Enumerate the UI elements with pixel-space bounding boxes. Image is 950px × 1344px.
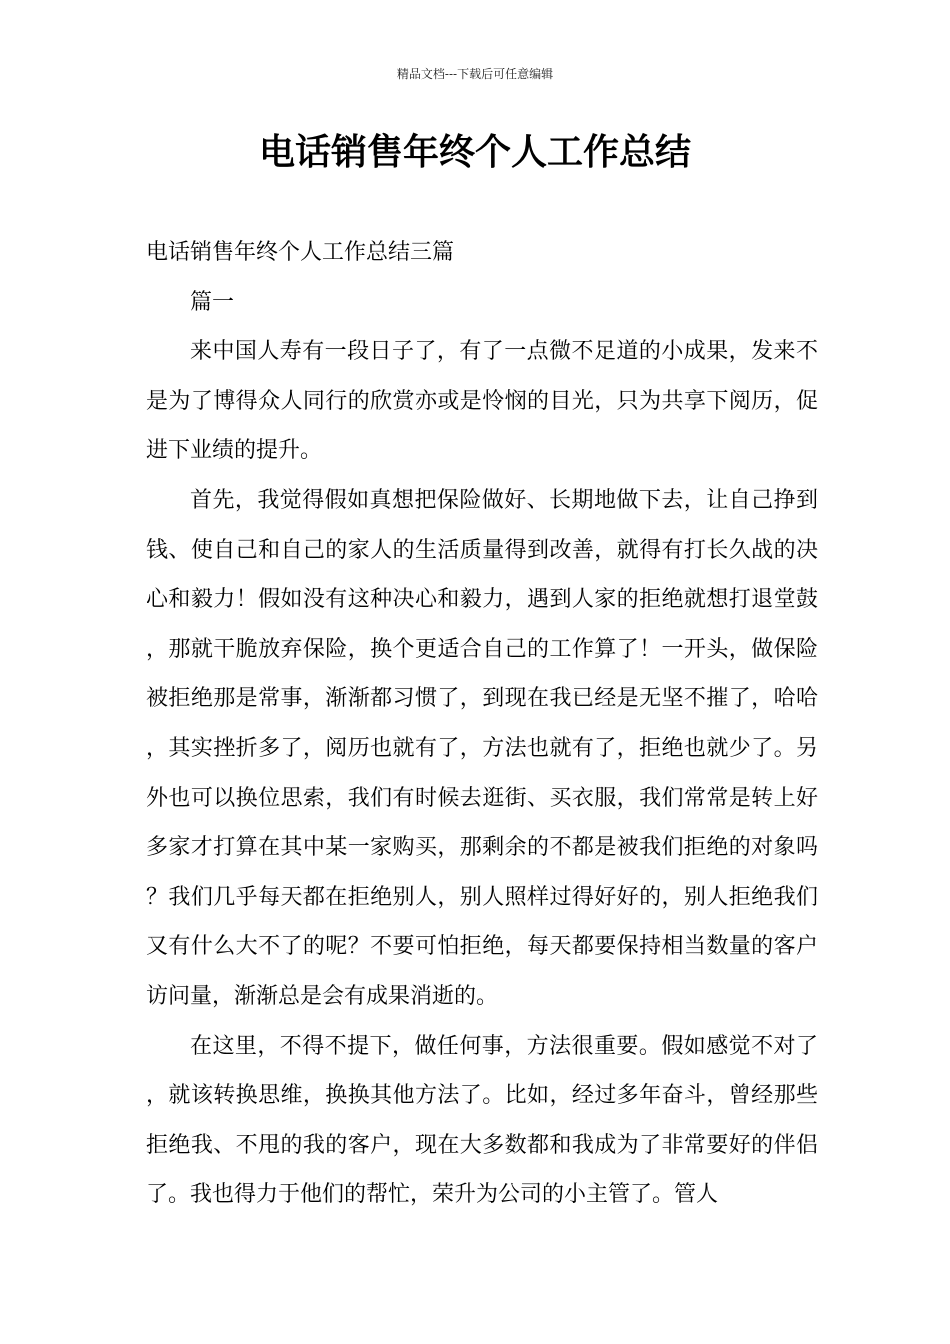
paragraph-3: 在这里，不得不提下，做任何事，方法很重要。假如感觉不对了，就该转换思维，换换其他方法了。比如，经过多年奋斗，曾经那些拒绝我、不甩的我的客户，现在大多数都和我成为了非常要好的伴侣了。我也得力于他们的帮忙，荣升为公司的小主管了。管人	[146, 1033, 818, 1208]
paragraph-2: 首先，我觉得假如真想把保险做好、长期地做下去，让自己挣到钱、使自己和自己的家人的生活质量得到改善，就得有打长久战的决心和毅力！假如没有这种决心和毅力，遇到人家的拒绝就想打退堂鼓，那就干脆放弃保险，换个更适合自己的工作算了！一开头，做保险被拒绝那是常事，渐渐都习惯了，到现在我已经是无坚不摧了，哈哈，其实挫折多了，阅历也就有了，方法也就有了，拒绝也就少了。另外也可以换位思索，我们有时候去逛街、买衣服，我们常常是转上好多家才打算在其中某一家购买，那剩余的不都是被我们拒绝的对象吗？我们几乎每天都在拒绝别人，别人照样过得好好的，别人拒绝我们又有什么大不了的呢？不要可怕拒绝，每天都要保持相当数量的客户访问量，渐渐总是会有成果消逝的。	[146, 487, 818, 1009]
page-header-note: 精品文档---下载后可任意编辑	[396, 67, 554, 81]
document-body	[146, 228, 818, 1220]
section-heading: 篇一	[190, 289, 235, 315]
paragraph-1: 来中国人寿有一段日子了，有了一点微不足道的小成果，发来不是为了博得众人同行的欣赏亦或是怜悯的目光，只为共享下阅历，促进下业绩的提升。	[146, 339, 818, 464]
document-subtitle: 电话销售年终个人工作总结三篇	[146, 240, 455, 265]
document-title: 电话销售年终个人工作总结	[258, 131, 691, 173]
